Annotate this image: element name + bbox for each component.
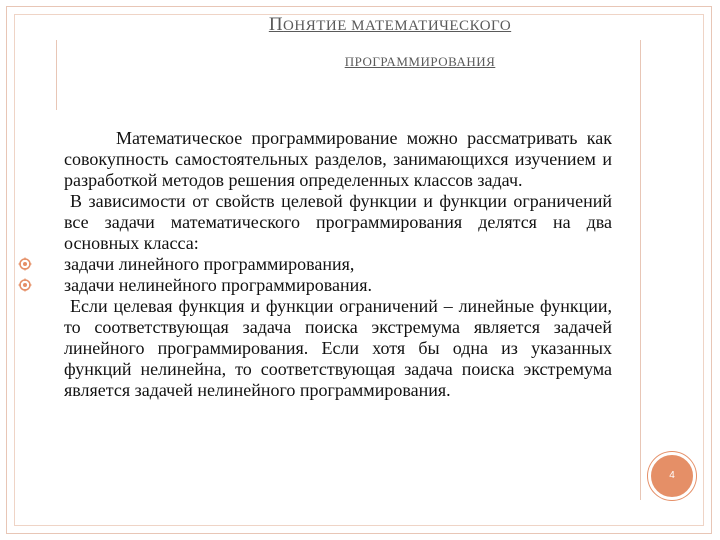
slide-body	[64, 128, 612, 401]
bullet-text: задачи нелинейного программирования.	[64, 275, 372, 295]
title-rest: ОНЯТИЕ МАТЕМАТИЧЕСКОГО	[283, 18, 512, 34]
ring-bullet-icon	[18, 257, 32, 271]
paragraph-classes: В зависимости от свойств целевой функции и функции ограничений все задачи математического программирования делятся на два основных класса:	[64, 191, 612, 253]
title-initial: П	[268, 14, 284, 35]
paragraph-definition: Если целевая функция и функции ограничений – линейные функции, то соответствующая задача поиска экстремума является задачей линейного программирования. Если хотя бы одна из указанных функций нелинейна, то соответствующая задача поиска экстремума является задачей нелинейного программирования.	[64, 296, 612, 400]
title-line-1	[0, 14, 720, 37]
right-decor-rule	[640, 40, 641, 500]
title-line-2: ПРОГРАММИРОВАНИЯ	[344, 54, 496, 69]
bullet-item	[64, 254, 612, 275]
bullet-item	[64, 275, 612, 296]
ring-bullet-icon	[18, 278, 32, 292]
paragraph-intro: Математическое программирование можно рассматривать как совокупность самостоятельных разделов, занимающихся изучением и разработкой методов решения определенных классов задач.	[64, 128, 612, 190]
page-number-badge: 4	[648, 452, 696, 500]
slide-title	[0, 14, 720, 73]
bullet-text: задачи линейного программирования,	[64, 254, 355, 274]
